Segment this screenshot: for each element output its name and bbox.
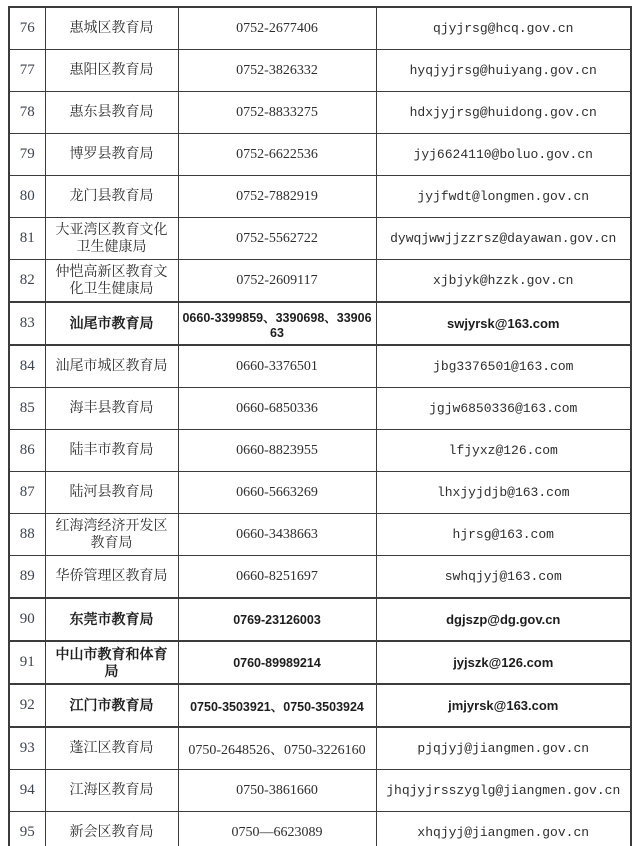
- bureau-name-cell: 大亚湾区教育文化卫生健康局: [45, 218, 178, 260]
- email-cell: jyj6624110@boluo.gov.cn: [376, 134, 631, 176]
- bureau-name-cell: 蓬江区教育局: [45, 727, 178, 770]
- bureau-name-cell: 中山市教育和体育局: [45, 641, 178, 684]
- row-index-cell: 77: [9, 50, 45, 92]
- phone-cell: 0752-7882919: [178, 176, 376, 218]
- row-index-cell: 86: [9, 430, 45, 472]
- phone-cell: 0660-6850336: [178, 388, 376, 430]
- bureau-name-cell: 惠东县教育局: [45, 92, 178, 134]
- table-row: [9, 472, 631, 514]
- email-cell: lfjyxz@126.com: [376, 430, 631, 472]
- bureau-name-cell: 陆河县教育局: [45, 472, 178, 514]
- email-cell: pjqjyj@jiangmen.gov.cn: [376, 727, 631, 770]
- email-cell: jgjw6850336@163.com: [376, 388, 631, 430]
- email-cell: jyjfwdt@longmen.gov.cn: [376, 176, 631, 218]
- row-index-cell: 93: [9, 727, 45, 770]
- row-index-cell: 79: [9, 134, 45, 176]
- phone-cell: 0752-8833275: [178, 92, 376, 134]
- bureau-name-cell: 汕尾市城区教育局: [45, 345, 178, 388]
- bureau-name-cell: 海丰县教育局: [45, 388, 178, 430]
- phone-cell: 0660-3438663: [178, 514, 376, 556]
- email-cell: lhxjyjdjb@163.com: [376, 472, 631, 514]
- table-body: [9, 7, 631, 846]
- bureau-name-cell: 龙门县教育局: [45, 176, 178, 218]
- bureau-name-cell: 汕尾市教育局: [45, 302, 178, 345]
- phone-cell: 0660-3399859、3390698、3390663: [178, 302, 376, 345]
- email-cell: swjyrsk@163.com: [376, 302, 631, 345]
- email-cell: swhqjyj@163.com: [376, 556, 631, 599]
- row-index-cell: 76: [9, 7, 45, 50]
- row-index-cell: 85: [9, 388, 45, 430]
- phone-cell: 0752-2609117: [178, 260, 376, 303]
- bureau-name-cell: 江门市教育局: [45, 684, 178, 727]
- table-row: [9, 684, 631, 727]
- table-row: [9, 50, 631, 92]
- row-index-cell: 82: [9, 260, 45, 303]
- table-row: [9, 556, 631, 599]
- phone-cell: 0750-3861660: [178, 770, 376, 812]
- table-row: [9, 218, 631, 260]
- email-cell: xjbjyk@hzzk.gov.cn: [376, 260, 631, 303]
- row-index-cell: 90: [9, 598, 45, 641]
- phone-cell: 0752-3826332: [178, 50, 376, 92]
- education-bureau-contact-table: [8, 6, 632, 846]
- table-row: [9, 176, 631, 218]
- table-row: [9, 514, 631, 556]
- row-index-cell: 89: [9, 556, 45, 599]
- email-cell: hyqjyjrsg@huiyang.gov.cn: [376, 50, 631, 92]
- bureau-name-cell: 华侨管理区教育局: [45, 556, 178, 599]
- row-index-cell: 78: [9, 92, 45, 134]
- email-cell: qjyjrsg@hcq.gov.cn: [376, 7, 631, 50]
- row-index-cell: 81: [9, 218, 45, 260]
- email-cell: hjrsg@163.com: [376, 514, 631, 556]
- bureau-name-cell: 惠城区教育局: [45, 7, 178, 50]
- phone-cell: 0660-8823955: [178, 430, 376, 472]
- email-cell: xhqjyj@jiangmen.gov.cn: [376, 812, 631, 846]
- row-index-cell: 91: [9, 641, 45, 684]
- phone-cell: 0660-3376501: [178, 345, 376, 388]
- table-row: [9, 302, 631, 345]
- table-row: [9, 430, 631, 472]
- phone-cell: 0769-23126003: [178, 598, 376, 641]
- email-cell: jmjyrsk@163.com: [376, 684, 631, 727]
- table-row: [9, 598, 631, 641]
- table-row: [9, 345, 631, 388]
- table-row: [9, 770, 631, 812]
- bureau-name-cell: 红海湾经济开发区教育局: [45, 514, 178, 556]
- phone-cell: 0750-2648526、0750-3226160: [178, 727, 376, 770]
- email-cell: jhqjyjrsszyglg@jiangmen.gov.cn: [376, 770, 631, 812]
- table-row: [9, 260, 631, 303]
- bureau-name-cell: 新会区教育局: [45, 812, 178, 846]
- row-index-cell: 94: [9, 770, 45, 812]
- email-cell: jyjszk@126.com: [376, 641, 631, 684]
- table-row: [9, 388, 631, 430]
- row-index-cell: 87: [9, 472, 45, 514]
- bureau-name-cell: 惠阳区教育局: [45, 50, 178, 92]
- table-row: [9, 92, 631, 134]
- row-index-cell: 88: [9, 514, 45, 556]
- phone-cell: 0760-89989214: [178, 641, 376, 684]
- email-cell: dywqjwwjjzzrsz@dayawan.gov.cn: [376, 218, 631, 260]
- table-row: [9, 812, 631, 846]
- phone-cell: 0660-5663269: [178, 472, 376, 514]
- email-cell: hdxjyjrsg@huidong.gov.cn: [376, 92, 631, 134]
- bureau-name-cell: 东莞市教育局: [45, 598, 178, 641]
- table-row: [9, 7, 631, 50]
- bureau-name-cell: 博罗县教育局: [45, 134, 178, 176]
- bureau-name-cell: 陆丰市教育局: [45, 430, 178, 472]
- phone-cell: 0752-2677406: [178, 7, 376, 50]
- row-index-cell: 80: [9, 176, 45, 218]
- table-row: [9, 134, 631, 176]
- email-cell: jbg3376501@163.com: [376, 345, 631, 388]
- phone-cell: 0750-3503921、0750-3503924: [178, 684, 376, 727]
- phone-cell: 0660-8251697: [178, 556, 376, 599]
- phone-cell: 0752-5562722: [178, 218, 376, 260]
- phone-cell: 0752-6622536: [178, 134, 376, 176]
- bureau-name-cell: 仲恺高新区教育文化卫生健康局: [45, 260, 178, 303]
- email-cell: dgjszp@dg.gov.cn: [376, 598, 631, 641]
- row-index-cell: 92: [9, 684, 45, 727]
- table-row: [9, 641, 631, 684]
- table-row: [9, 727, 631, 770]
- row-index-cell: 83: [9, 302, 45, 345]
- row-index-cell: 84: [9, 345, 45, 388]
- bureau-name-cell: 江海区教育局: [45, 770, 178, 812]
- phone-cell: 0750—6623089: [178, 812, 376, 846]
- row-index-cell: 95: [9, 812, 45, 846]
